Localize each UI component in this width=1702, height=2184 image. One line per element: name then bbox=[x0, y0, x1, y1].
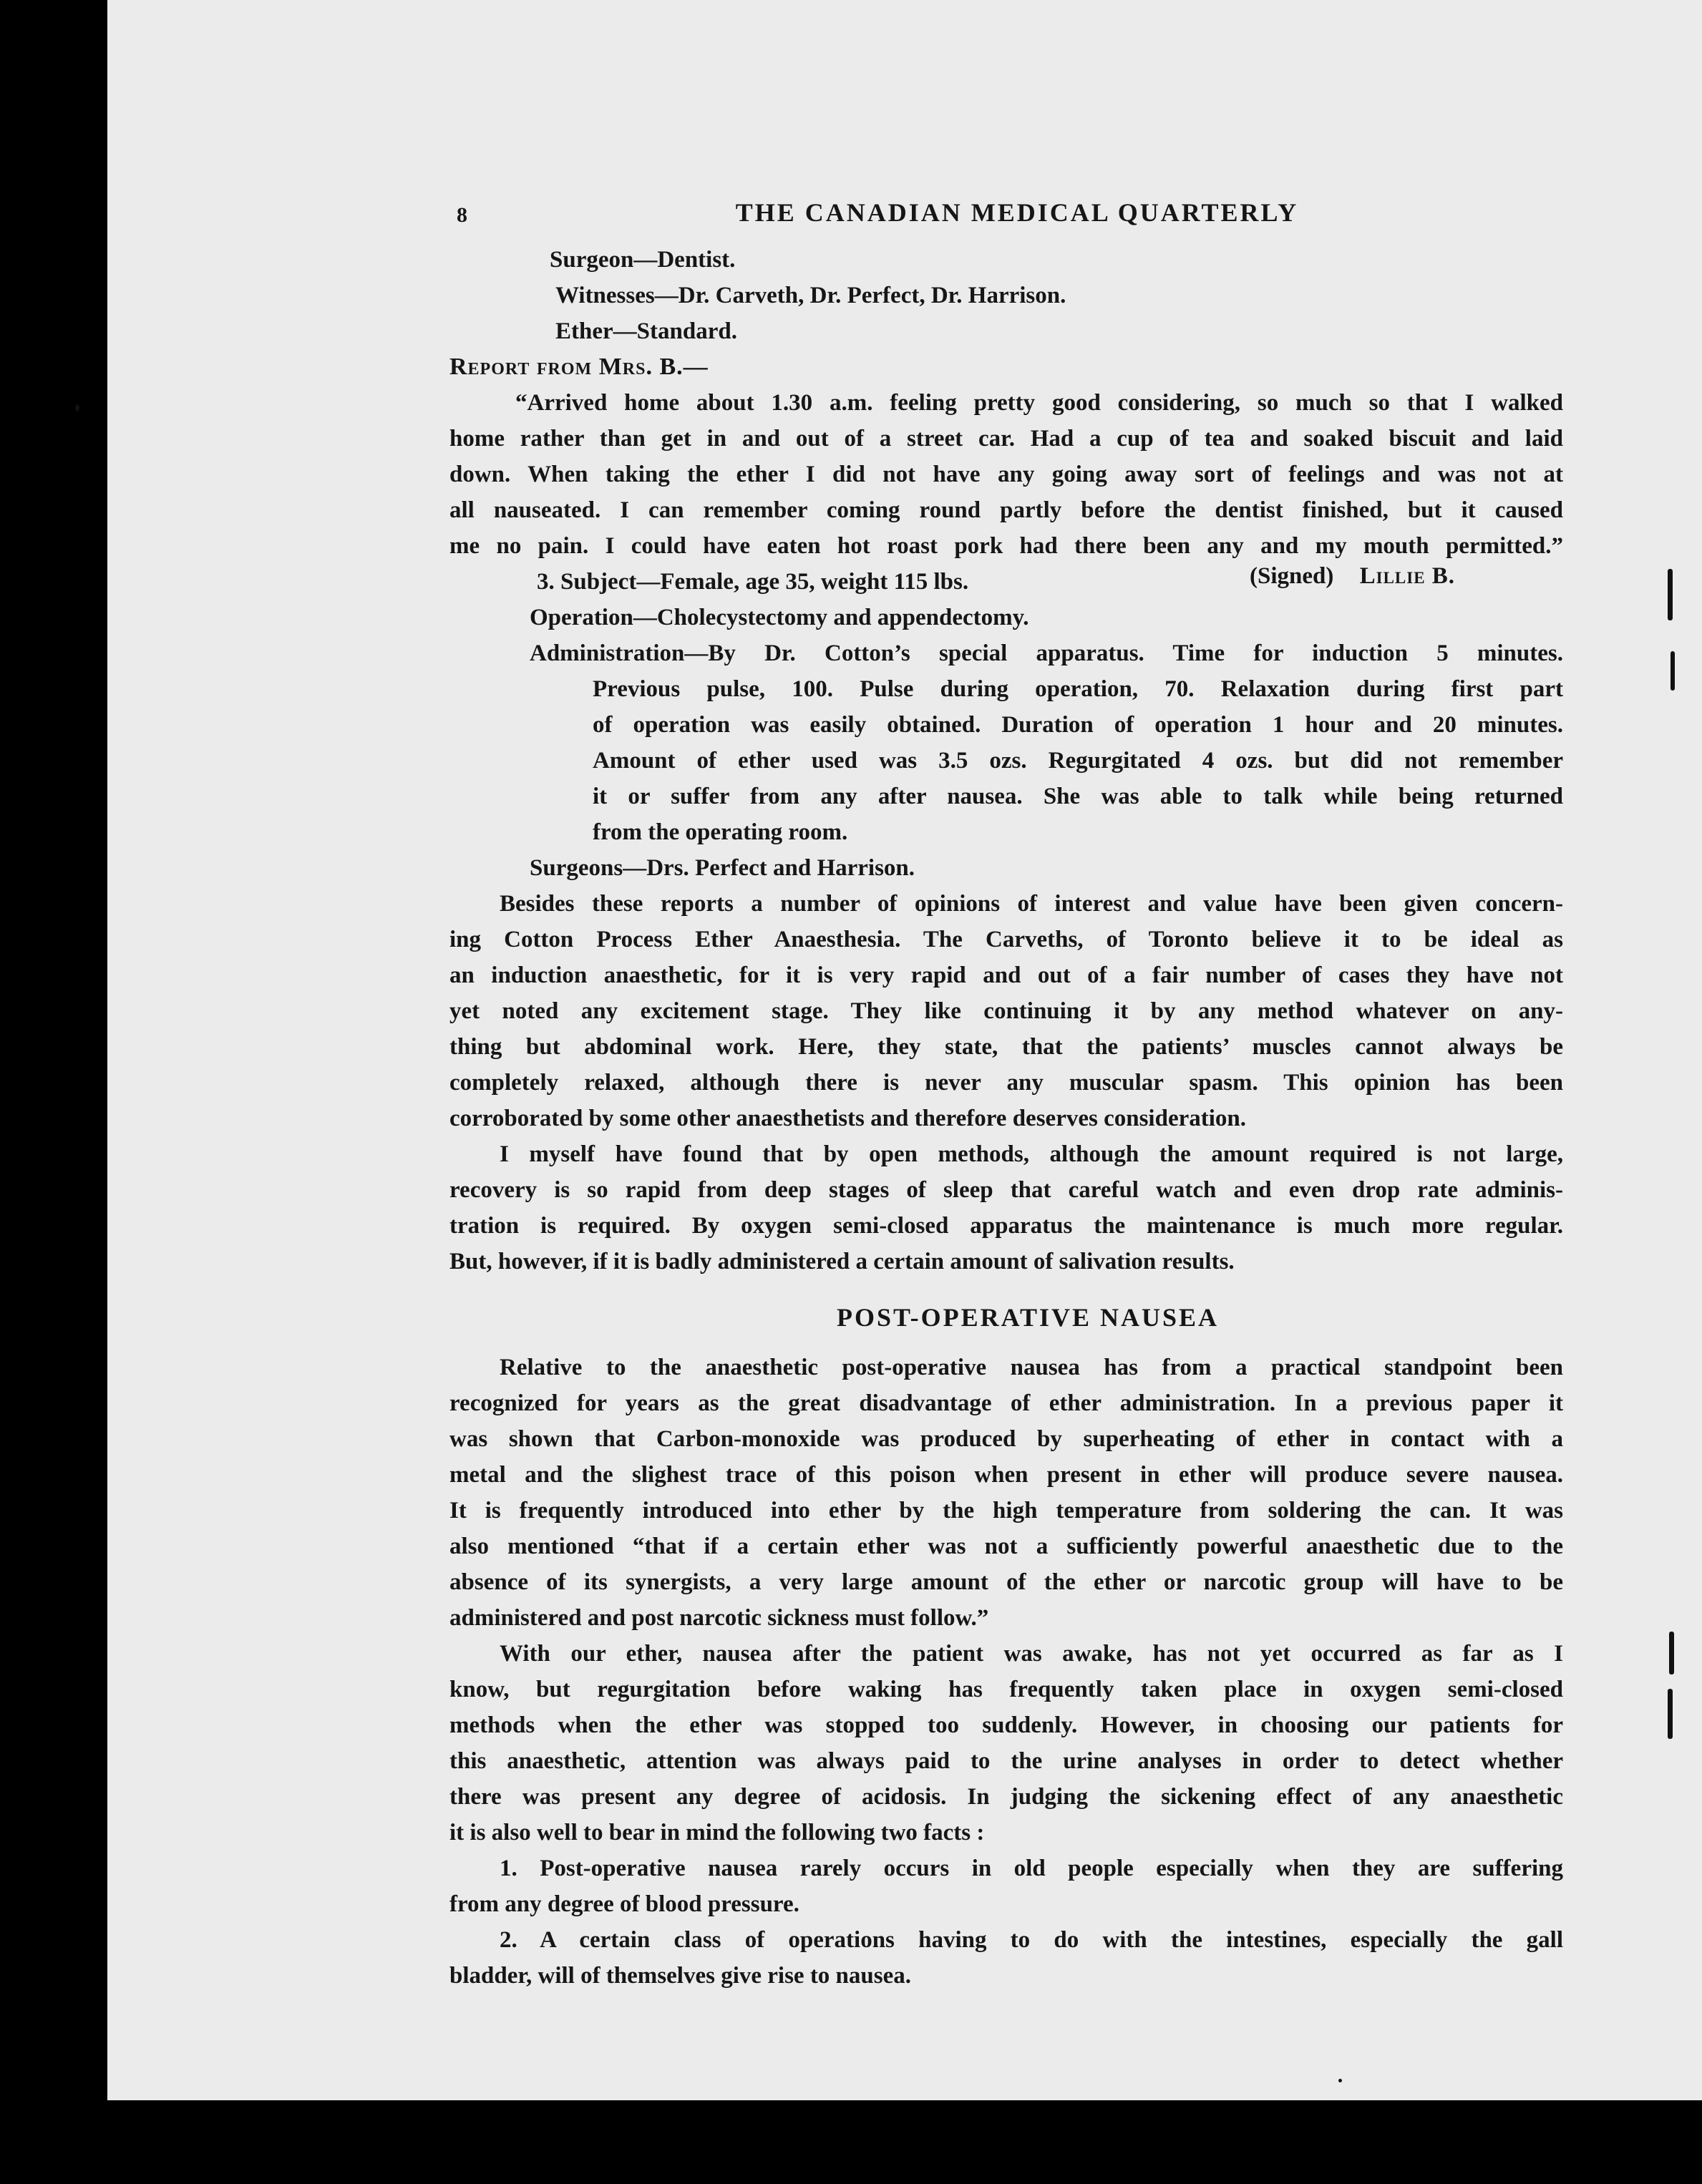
paragraph-line: absence of its synergists, a very large amount of the ether or narcotic group will have to be bbox=[449, 1569, 1563, 1595]
running-title: THE CANADIAN MEDICAL QUARTERLY bbox=[735, 198, 1299, 227]
case-subject: 3. Subject—Female, age 35, weight 115 lbs. bbox=[537, 569, 969, 595]
margin-mark-top bbox=[1668, 569, 1673, 620]
margin-mark-bottom bbox=[1668, 1689, 1673, 1739]
paragraph-line: also mentioned “that if a certain ether was not a sufficiently powerful anaesthetic due to the bbox=[449, 1534, 1563, 1559]
report-line: all nauseated. I can remember coming round partly before the dentist finished, but it caused bbox=[449, 497, 1563, 523]
paragraph-line: thing but abdominal work. Here, they state, that the patients’ muscles cannot always be bbox=[449, 1034, 1563, 1060]
page-content bbox=[449, 192, 1563, 1994]
case-surgeon: Surgeon—Dentist. bbox=[550, 247, 736, 273]
scanned-page bbox=[107, 0, 1702, 2100]
fact-line: bladder, will of themselves give rise to nausea. bbox=[449, 1963, 911, 1989]
paragraph-line: methods when the ether was stopped too suddenly. However, in choosing our patients for bbox=[449, 1712, 1563, 1738]
paragraph-line: was shown that Carbon-monoxide was produced by superheating of ether in contact with a bbox=[449, 1426, 1563, 1452]
signature bbox=[1250, 558, 1455, 594]
paragraph-line: an induction anaesthetic, for it is very rapid and out of a fair number of cases they have not bbox=[449, 962, 1563, 988]
paragraph-line: completely relaxed, although there is never any muscular spasm. This opinion has been bbox=[449, 1070, 1563, 1096]
running-header bbox=[449, 192, 1563, 233]
margin-mark-lower bbox=[1669, 1632, 1674, 1674]
paragraph-line: recovery is so rapid from deep stages of sleep that careful watch and even drop rate adminis- bbox=[449, 1177, 1563, 1203]
paragraph-line: I myself have found that by open methods, although the amount required is not large, bbox=[500, 1141, 1563, 1167]
administration-line: Previous pulse, 100. Pulse during operation, 70. Relaxation during first part bbox=[593, 676, 1563, 702]
administration-line: of operation was easily obtained. Duration of operation 1 hour and 20 minutes. bbox=[593, 712, 1563, 738]
paragraph-line: this anaesthetic, attention was always paid to the urine analyses in order to detect whether bbox=[449, 1748, 1563, 1774]
case-surgeons: Surgeons—Drs. Perfect and Harrison. bbox=[530, 855, 915, 881]
report-line: “Arrived home about 1.30 a.m. feeling pretty good considering, so much so that I walked bbox=[515, 390, 1563, 416]
paragraph-line: metal and the slighest trace of this poison when present in ether will produce severe nausea. bbox=[449, 1462, 1563, 1488]
case-operation: Operation—Cholecystectomy and appendectomy. bbox=[530, 605, 1029, 630]
paragraph-line: It is frequently introduced into ether by the high temperature from soldering the can. It was bbox=[449, 1498, 1563, 1524]
case-witnesses: Witnesses—Dr. Carveth, Dr. Perfect, Dr. Harrison. bbox=[555, 283, 1066, 308]
administration-line: it or suffer from any after nausea. She was able to talk while being returned bbox=[593, 784, 1563, 809]
margin-mark-middle bbox=[1671, 651, 1675, 691]
case-ether: Ether—Standard. bbox=[555, 318, 737, 344]
signature-row bbox=[449, 564, 1563, 600]
report-line: me no pain. I could have eaten hot roast pork had there been any and my mouth permitted.” bbox=[449, 533, 1563, 559]
signed-label: (Signed) bbox=[1250, 563, 1334, 589]
paragraph-line: administered and post narcotic sickness must follow.” bbox=[449, 1605, 989, 1631]
paragraph-line: yet noted any excitement stage. They like continuing it by any method whatever on any- bbox=[449, 998, 1563, 1024]
fact-line: 1. Post-operative nausea rarely occurs in old people especially when they are suffering bbox=[500, 1856, 1563, 1881]
paragraph-line: tration is required. By oxygen semi-closed apparatus the maintenance is much more regular. bbox=[449, 1213, 1563, 1239]
paragraph-line: corroborated by some other anaesthetists and therefore deserves consideration. bbox=[449, 1106, 1246, 1131]
administration-line: from the operating room. bbox=[593, 819, 848, 845]
speck-left bbox=[75, 404, 79, 411]
administration-line: Amount of ether used was 3.5 ozs. Regurgitated 4 ozs. but did not remember bbox=[593, 748, 1563, 774]
paragraph-line: it is also well to bear in mind the following two facts : bbox=[449, 1820, 985, 1846]
page-number: 8 bbox=[457, 203, 467, 227]
section-heading: POST-OPERATIVE NAUSEA bbox=[836, 1303, 1220, 1332]
report-heading: Report from Mrs. B.— bbox=[449, 354, 709, 380]
paragraph-line: recognized for years as the great disadvantage of ether administration. In a previous paper it bbox=[449, 1390, 1563, 1416]
paragraph-line: But, however, if it is badly administered a certain amount of salivation results. bbox=[449, 1249, 1235, 1274]
paragraph-line: Besides these reports a number of opinions of interest and value have been given concern- bbox=[500, 891, 1563, 917]
speck-bottom bbox=[1338, 2079, 1342, 2082]
signed-name: Lillie B. bbox=[1359, 563, 1456, 589]
report-line: home rather than get in and out of a street car. Had a cup of tea and soaked biscuit and laid bbox=[449, 426, 1563, 452]
administration-line: Administration—By Dr. Cotton’s special apparatus. Time for induction 5 minutes. bbox=[530, 640, 1563, 666]
paragraph-line: know, but regurgitation before waking has frequently taken place in oxygen semi-closed bbox=[449, 1677, 1563, 1702]
paragraph-line: Relative to the anaesthetic post-operative nausea has from a practical standpoint been bbox=[500, 1355, 1563, 1380]
fact-line: 2. A certain class of operations having to do with the intestines, especially the gall bbox=[500, 1927, 1563, 1953]
fact-line: from any degree of blood pressure. bbox=[449, 1891, 799, 1917]
report-line: down. When taking the ether I did not have any going away sort of feelings and was not at bbox=[449, 462, 1563, 487]
paragraph-line: there was present any degree of acidosis. In judging the sickening effect of any anaesthetic bbox=[449, 1784, 1563, 1810]
paragraph-line: ing Cotton Process Ether Anaesthesia. The Carveths, of Toronto believe it to be ideal as bbox=[449, 927, 1563, 952]
paragraph-line: With our ether, nausea after the patient was awake, has not yet occurred as far as I bbox=[500, 1641, 1563, 1667]
